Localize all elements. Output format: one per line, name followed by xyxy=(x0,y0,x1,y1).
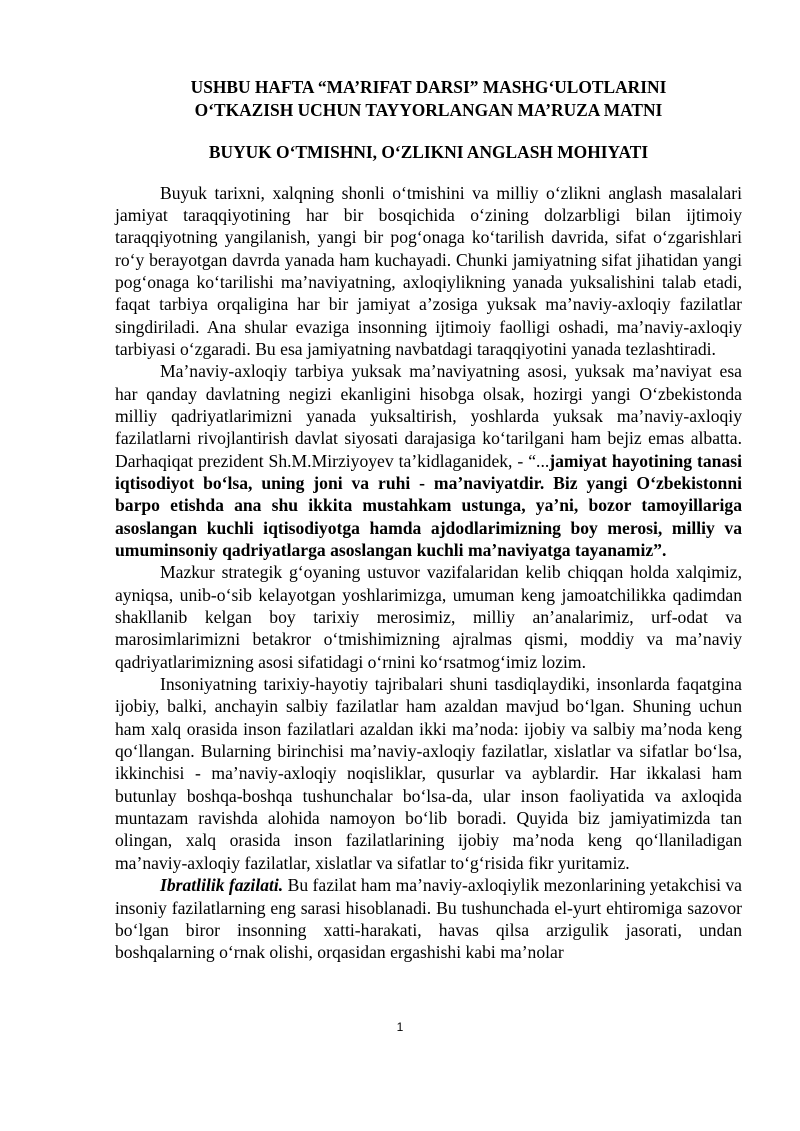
paragraph-2 xyxy=(115,360,742,561)
document-title xyxy=(115,76,742,121)
president-quote: jamiyat hayotining tanasi iqtisodiyot bo‘lsa, uning joni va ruhi - ma’naviyatdir. Biz yangi O‘zbekistonni barpo etishda ana shu ikkita mustahkam ustunga, ya’ni, bozor tamoyillariga asoslangan kuchli iqtisodiyotga hamda ajdodlarimizning boy merosi, milliy va umuminsoniy qadriyatlarga asoslangan kuchli ma’naviyatga tayanamiz”. xyxy=(115,450,742,560)
page-number: 1 xyxy=(396,1020,404,1034)
paragraph-3: Mazkur strategik g‘oyaning ustuvor vazifalaridan kelib chiqqan holda xalqimiz, ayniqsa, unib-o‘sib kelayotgan yoshlarimizga, umuman keng jamoatchilikka qadimdan shakllanib kelgan boy tarixiy merosimiz, milliy an’analarimiz, urf-odat va marosimlarimizni betakror o‘tmishimizning ajralmas qismi, moddiy va ma’naviy qadriyatlarimizning asosi sifatidagi o‘rnini ko‘rsatmog‘imiz lozim. xyxy=(115,562,742,672)
document-subtitle: BUYUK O‘TMISHNI, O‘ZLIKNI ANGLASH MOHIYATI xyxy=(208,142,649,162)
section-heading-ibratlilik: Ibratlilik fazilati. xyxy=(160,875,284,896)
paragraph-1: Buyuk tarixni, xalqning shonli o‘tmishini va milliy o‘zlikni anglash masalalari jamiyat taraqqiyotining har bir bosqichida o‘zining dolzarbligi bilan ijtimoiy taraqqiyotning yangilanish, yangi bir pog‘onaga ko‘tarilish davrida, sifat o‘zgarishlari ro‘y berayotgan davrda yanada ham kuchayadi. Chunki jamiyatning sifat jihatidan yangi pog‘onaga ko‘tarilishi ma’naviyatning, axloqiylikning yanada yuksalishini talab etadi, faqat tarbiya orqaligina har bir jamiyat a’zosiga yuksak ma’naviy-axloqiy fazilatlar singdiriladi. Ana shular evaziga insonning ijtimoiy faolligi oshadi, ma’naviy-axloqiy tarbiyasi o‘zgaradi. Bu esa jamiyatning navbatdagi taraqqiyotini yanada tezlashtiradi. xyxy=(115,182,742,359)
title-line-2: O‘TKAZISH UCHUN TAYYORLANGAN MA’RUZA MATNI xyxy=(194,99,663,120)
paragraph-5-text: Bu fazilat ham ma’naviy-axloqiylik mezonlarining yetakchisi va insoniy fazilatlarning eng sarasi hisoblanadi. Bu tushunchada el-yurt ehtiromiga sazovor bo‘lgan biror insonning xatti-harakati, havas qilsa arzigulik jasorati, undan boshqalarning o‘rnak olishi, orqasidan ergashishi kabi ma’nolar xyxy=(115,875,742,963)
title-line-1: USHBU HAFTA “MA’RIFAT DARSI” MASHG‘ULOTLARINI xyxy=(190,77,667,97)
paragraph-4: Insoniyatning tarixiy-hayotiy tajribalari shuni tasdiqlaydiki, insonlarda faqatgina ijobiy, balki, anchayin salbiy fazilatlar ham azaldan mavjud bo‘lgan. Shuning uchun ham xalq orasida inson fazilatlari azaldan ikki ma’noda: ijobiy va salbiy ma’noda keng qo‘llangan. Bularning birinchisi ma’naviy-axloqiy fazilatlar, xislatlar va sifatlar bo‘lsa, ikkinchisi - ma’naviy-axloqiy noqisliklar, qusurlar va ayblardir. Har ikkalasi ham butunlay boshqa-boshqa tushunchalar bo‘lsa-da, ular inson faoliyatida va axloqida muntazam ravishda alohida namoyon bo‘lib boradi. Quyida biz jamiyatimizda tan olingan, xalq orasida inson fazilatlarining ijobiy ma’noda keng qo‘llaniladigan ma’naviy-axloqiy fazilatlar, xislatlar va sifatlar to‘g‘risida fikr yuritamiz. xyxy=(115,674,742,873)
paragraph-5 xyxy=(115,874,742,963)
paragraph-2-text: Ma’naviy-axloqiy tarbiya yuksak ma’naviyatning asosi, yuksak ma’naviyat esa har qanday davlatning negizi ekanligini hisobga olsak, hozirgi yangi O‘zbekistonda milliy qadriyatlarimizni yanada yuksaltirish, yoshlarda yuksak ma’naviy-axloqiy fazilatlarni rivojlantirish davlat siyosati darajasiga ko‘tarilgani ham bejiz emas albatta. Darhaqiqat prezident Sh.M.Mirziyoyev ta’kidlaganidek, - “... xyxy=(115,361,742,471)
document-page xyxy=(115,72,742,964)
